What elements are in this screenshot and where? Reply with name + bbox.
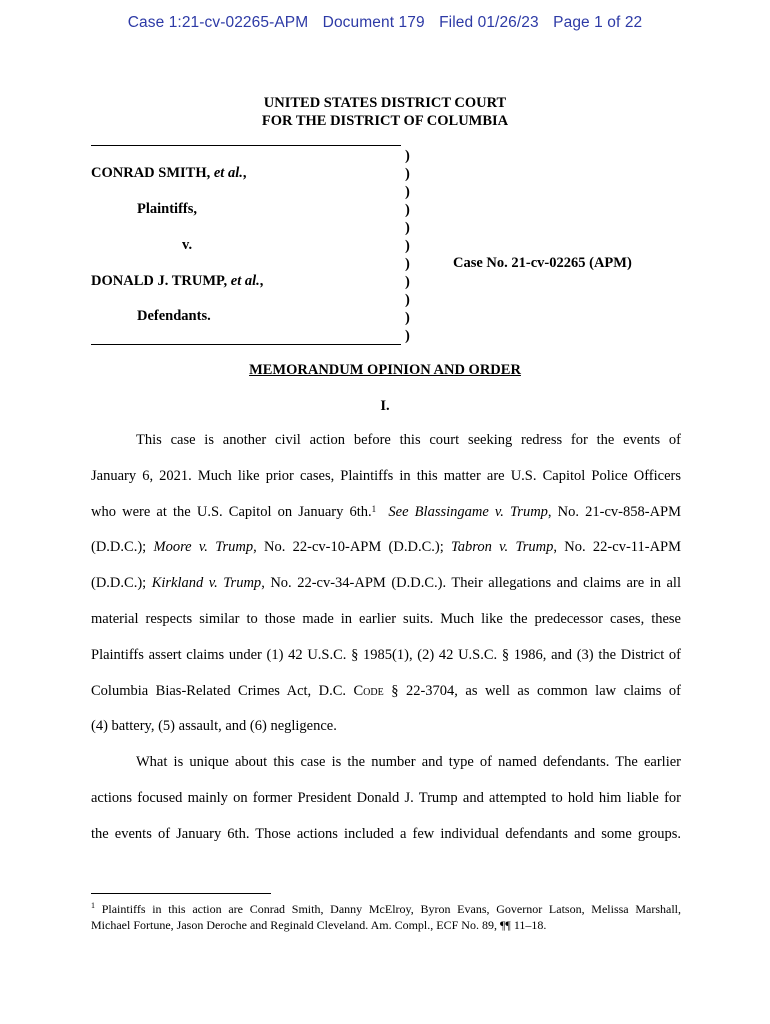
body-text-run: Columbia Bias-Related Crimes Act, D.C. bbox=[91, 682, 354, 699]
body-line bbox=[91, 674, 681, 710]
ecf-filed-date: Filed 01/26/23 bbox=[439, 14, 539, 31]
case-citation: Tabron v. Trump bbox=[451, 539, 554, 556]
footnote-text: Plaintiffs in this action are Conrad Smith, Danny McElroy, Byron Evans, Governor Latson, Melissa Marshall, bbox=[95, 902, 681, 916]
case-citation: Kirkland v. Trump bbox=[151, 575, 262, 592]
case-citation: See Blassingame v. Trump bbox=[388, 503, 548, 520]
footnote-reference: 1 bbox=[371, 503, 377, 514]
ecf-document-number: Document 179 bbox=[322, 14, 425, 31]
paren: ) bbox=[405, 238, 410, 254]
footnote-line bbox=[91, 901, 681, 917]
ecf-filing-header bbox=[0, 14, 770, 32]
body-text-run: , No. 21-cv-858-APM bbox=[547, 503, 682, 520]
footnote-separator bbox=[91, 893, 271, 894]
body-line: material respects similar to those made in earlier suits. Much like the predecessor cases, these bbox=[91, 610, 681, 627]
body-line: This case is another civil action before this court seeking redress for the events of bbox=[136, 432, 681, 448]
body-text-run: who were at the U.S. Capitol on January 6th. bbox=[91, 503, 372, 520]
paren: ) bbox=[405, 310, 410, 326]
paren: ) bbox=[405, 184, 410, 200]
plaintiff-name bbox=[91, 165, 246, 182]
defendant-name bbox=[91, 273, 263, 290]
memorandum-title bbox=[0, 362, 770, 379]
footnote-1 bbox=[91, 901, 681, 933]
court-name: UNITED STATES DISTRICT COURT bbox=[263, 95, 507, 111]
plaintiff-et-al: et al. bbox=[213, 165, 243, 181]
case-citation: Moore v. Trump bbox=[153, 539, 254, 556]
code-small-caps: Code bbox=[353, 682, 384, 699]
body-text-run: (D.D.C.); bbox=[91, 575, 152, 592]
body-line: January 6, 2021. Much like prior cases, Plaintiffs in this matter are U.S. Capitol Police Officers bbox=[91, 467, 681, 484]
defendants-label: Defendants. bbox=[137, 308, 211, 324]
footnote-line: Michael Fortune, Jason Deroche and Reginald Cleveland. Am. Compl., ECF No. 89, ¶¶ 11–18. bbox=[91, 918, 547, 932]
ecf-page-number: Page 1 of 22 bbox=[553, 14, 643, 31]
paren: ) bbox=[405, 328, 410, 344]
defendant-name-text: DONALD J. TRUMP, bbox=[91, 273, 228, 289]
plaintiff-name-text: CONRAD SMITH, bbox=[91, 165, 211, 181]
paren: ) bbox=[405, 256, 410, 272]
body-text-run: (D.D.C.); bbox=[91, 539, 154, 556]
body-text-run: , No. 22-cv-10-APM (D.D.C.); bbox=[253, 539, 452, 556]
paren: ) bbox=[405, 292, 410, 308]
body-line: Plaintiffs assert claims under (1) 42 U.S.C. § 1985(1), (2) 42 U.S.C. § 1986, and (3) the District of bbox=[91, 646, 681, 663]
ecf-case-number: Case 1:21-cv-02265-APM bbox=[127, 14, 309, 31]
court-district: FOR THE DISTRICT OF COLUMBIA bbox=[261, 113, 509, 129]
body-line bbox=[91, 566, 681, 602]
plaintiffs-label: Plaintiffs, bbox=[137, 201, 198, 217]
body-line bbox=[91, 495, 681, 531]
versus-label: v. bbox=[182, 237, 193, 253]
body-line: What is unique about this case is the number and type of named defendants. The earlier bbox=[136, 754, 681, 771]
paren: ) bbox=[405, 220, 410, 236]
defendant-et-al: et al. bbox=[230, 273, 260, 289]
body-line: actions focused mainly on former President Donald J. Trump and attempted to hold him liable for bbox=[91, 789, 681, 806]
body-text-run: , No. 22-cv-34-APM (D.D.C.). Their allegations and claims are in all bbox=[261, 575, 681, 592]
paren: ) bbox=[405, 148, 410, 164]
body-line bbox=[91, 530, 681, 566]
body-line: the events of January 6th. Those actions included a few individual defendants and some groups. bbox=[91, 825, 681, 842]
paren: ) bbox=[405, 274, 410, 290]
plaintiff-comma: , bbox=[242, 165, 247, 181]
footnote-mark: 1 bbox=[91, 901, 95, 910]
caption-rule-bottom bbox=[91, 344, 401, 345]
case-number: Case No. 21-cv-02265 (APM) bbox=[453, 255, 632, 271]
caption-rule-top bbox=[91, 145, 401, 146]
court-heading bbox=[0, 94, 770, 130]
defendant-comma: , bbox=[259, 273, 264, 289]
paren: ) bbox=[405, 166, 410, 182]
caption-parentheses bbox=[405, 147, 410, 345]
paren: ) bbox=[405, 202, 410, 218]
memorandum-title-text: MEMORANDUM OPINION AND ORDER bbox=[249, 362, 521, 378]
body-line: (4) battery, (5) assault, and (6) negligence. bbox=[91, 718, 337, 735]
body-text-run: § 22-3704, as well as common law claims of bbox=[383, 682, 681, 699]
section-number: I. bbox=[380, 398, 390, 414]
body-text-run: , No. 22-cv-11-APM bbox=[553, 539, 681, 556]
body-paragraph-1 bbox=[91, 423, 681, 853]
